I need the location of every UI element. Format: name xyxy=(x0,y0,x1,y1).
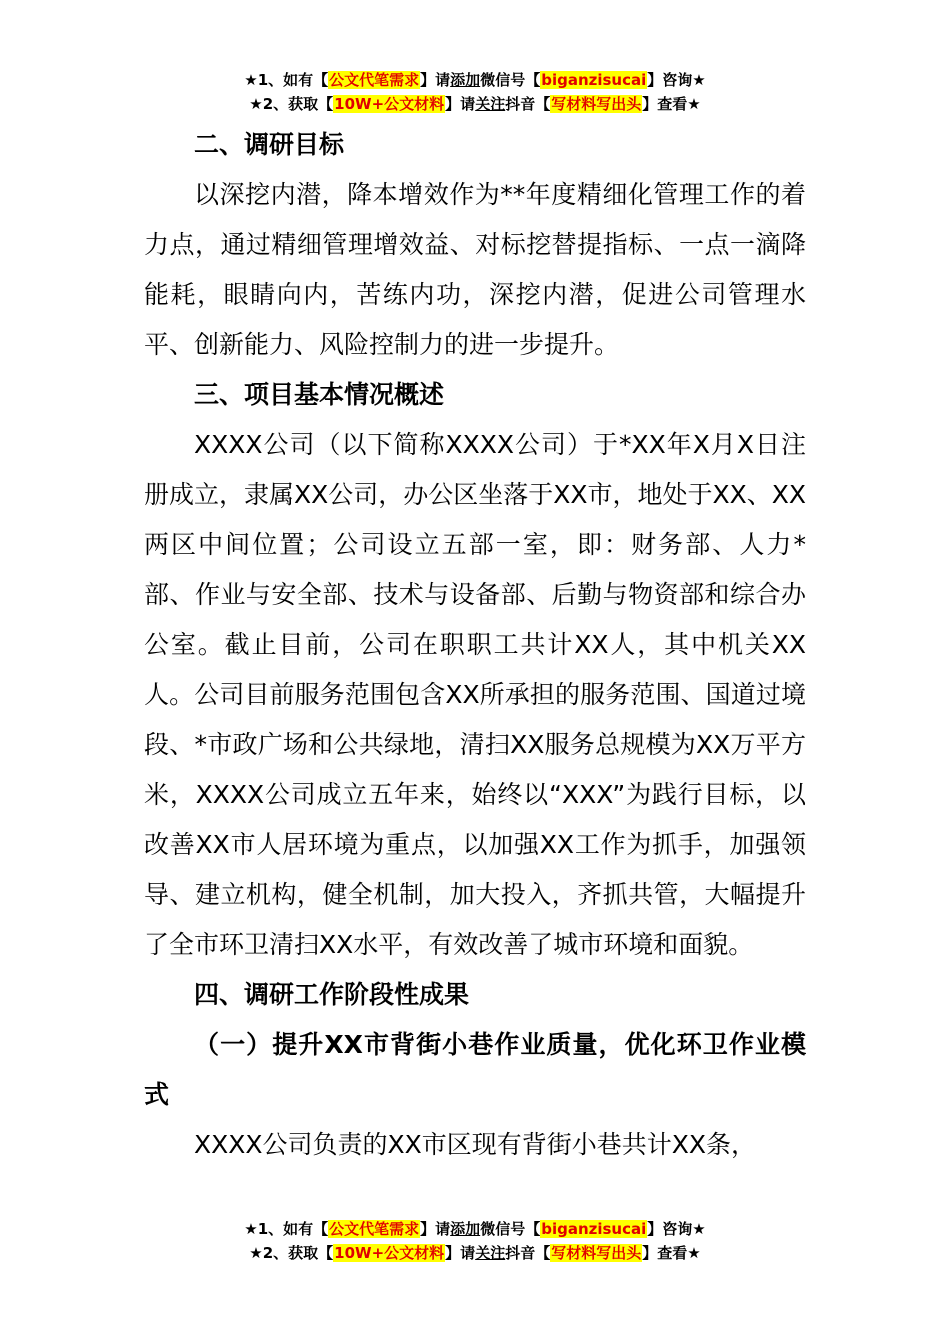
highlight-service: 公文代笔需求 xyxy=(329,1220,420,1238)
star-icon: ★ xyxy=(687,95,701,113)
star-icon: ★ xyxy=(249,1244,263,1262)
highlight-douyin: 写材料写出头 xyxy=(551,1244,642,1262)
banner-text: 】请 xyxy=(420,1220,451,1238)
paragraph-subsection-1: XXXX公司负责的XX市区现有背街小巷共计XX条， xyxy=(194,1130,757,1159)
highlight-materials: 10W+公文材料 xyxy=(334,95,445,113)
banner-text: 2、获取【 xyxy=(262,95,334,113)
highlight-wechat-id: biganzisucai xyxy=(541,71,647,89)
banner-text: 抖音【 xyxy=(505,1244,551,1262)
banner-text: 】查看 xyxy=(642,95,688,113)
paragraph-objectives: 以深挖内潜，降本增效作为**年度精细化管理工作的着力点，通过精细管理增效益、对标挖替提指标、一点一滴降能耗，眼睛向内，苦练内功，深挖内潜，促进公司管理水平、创新能力、风险控制力的进一步提升。 xyxy=(144,180,806,359)
banner-text: 抖音【 xyxy=(505,95,551,113)
banner-line-1 xyxy=(0,1217,950,1241)
star-icon: ★ xyxy=(244,1220,258,1238)
banner-text: 】咨询 xyxy=(647,1220,693,1238)
document-body xyxy=(144,120,806,1170)
banner-text: 1、如有【 xyxy=(257,1220,329,1238)
highlight-douyin: 写材料写出头 xyxy=(551,95,642,113)
banner-text: 】查看 xyxy=(642,1244,688,1262)
star-icon: ★ xyxy=(692,1220,706,1238)
banner-text: 2、获取【 xyxy=(262,1244,334,1262)
footer-banner xyxy=(0,1217,950,1265)
banner-text: 】请 xyxy=(445,1244,476,1262)
banner-text: 微信号【 xyxy=(480,71,541,89)
underlined-text: 关注 xyxy=(475,95,506,113)
star-icon: ★ xyxy=(692,71,706,89)
banner-line-2 xyxy=(0,1241,950,1265)
star-icon: ★ xyxy=(687,1244,701,1262)
paragraph-overview: XXXX公司（以下简称XXXX公司）于*XX年X月X日注册成立，隶属XX公司，办公区坐落于XX市，地处于XX、XX两区中间位置；公司设立五部一室，即：财务部、人力*部、作业与安全部、技术与设备部、后勤与物资部和综合办公室。截止目前，公司在职职工共计XX人，其中机关XX人。公司目前服务范围包含XX所承担的服务范围、国道过境段、*市政广场和公共绿地，清扫XX服务总规模为XX万平方米，XXXX公司成立五年来，始终以“XXX”为践行目标，以改善XX市人居环境为重点，以加强XX工作为抓手，加强领导、建立机构，健全机制，加大投入，齐抓共管，大幅提升了全市环卫清扫XX水平，有效改善了城市环境和面貌。 xyxy=(144,430,807,959)
banner-text: 】咨询 xyxy=(647,71,693,89)
star-icon: ★ xyxy=(249,95,263,113)
highlight-wechat-id: biganzisucai xyxy=(541,1220,647,1238)
highlight-service: 公文代笔需求 xyxy=(329,71,420,89)
star-icon: ★ xyxy=(244,71,258,89)
highlight-materials: 10W+公文材料 xyxy=(334,1244,445,1262)
subsection-heading-1: （一）提升XX市背街小巷作业质量，优化环卫作业模式 xyxy=(144,1030,806,1109)
banner-line-2 xyxy=(0,92,950,116)
underlined-text: 添加 xyxy=(450,1220,481,1238)
underlined-text: 关注 xyxy=(475,1244,506,1262)
banner-text: 微信号【 xyxy=(480,1220,541,1238)
section-heading-objectives: 二、调研目标 xyxy=(194,130,345,159)
section-heading-overview: 三、项目基本情况概述 xyxy=(194,380,445,409)
banner-text: 】请 xyxy=(420,71,451,89)
underlined-text: 添加 xyxy=(450,71,481,89)
header-banner xyxy=(0,68,950,116)
banner-line-1 xyxy=(0,68,950,92)
banner-text: 】请 xyxy=(445,95,476,113)
section-heading-results: 四、调研工作阶段性成果 xyxy=(194,980,470,1009)
banner-text: 1、如有【 xyxy=(257,71,329,89)
